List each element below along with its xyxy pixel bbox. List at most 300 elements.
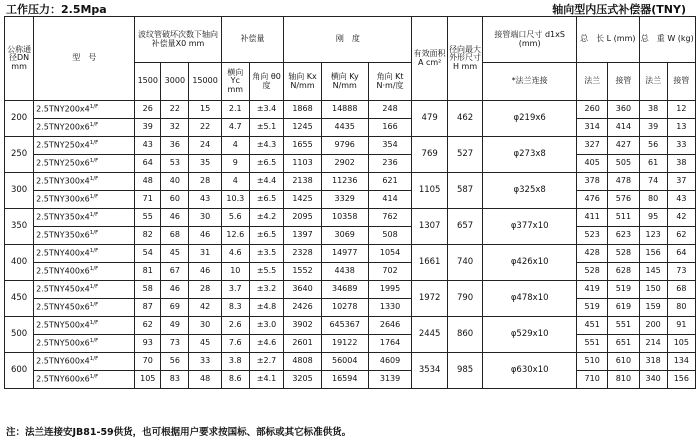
model-fraction: 1/F — [89, 175, 99, 182]
model-fraction: 1/F — [89, 265, 99, 272]
model-fraction: 1/F — [89, 103, 99, 110]
cell-model — [34, 371, 135, 389]
cell-angular: ±4.4 — [249, 173, 283, 191]
cell-model — [34, 119, 135, 137]
model-code: 2.5TNY350x6 — [36, 230, 90, 240]
model-code: 2.5TNY200x6 — [36, 122, 90, 132]
cell-angular: ±3.4 — [249, 101, 283, 119]
cell-comp-1500: 81 — [135, 263, 161, 281]
cell-comp-3000: 83 — [161, 371, 189, 389]
footnote: 注：法兰连接安JB81-59供货，也可根据用户要求按国标、部标或其它标准供货。 — [6, 427, 352, 438]
header-model: 型 号 — [34, 17, 135, 101]
cell-model — [34, 299, 135, 317]
header-kt: 角向 Kt N·m/度 — [368, 63, 412, 101]
cell-ky: 645367 — [321, 317, 368, 335]
cell-len-pipe: 628 — [608, 263, 639, 281]
table-row — [5, 281, 696, 299]
cell-lateral: 2.1 — [221, 101, 249, 119]
cell-area: 1661 — [412, 245, 447, 281]
cell-h: 740 — [447, 245, 482, 281]
cell-kt: 1330 — [368, 299, 412, 317]
cell-ky: 2902 — [321, 155, 368, 173]
cell-kx: 2601 — [284, 335, 322, 353]
cell-len-flange: 411 — [577, 209, 608, 227]
cell-lateral: 2.6 — [221, 317, 249, 335]
cell-kt: 414 — [368, 191, 412, 209]
table-title: 轴向型内压式补偿器(TNY) — [552, 3, 686, 16]
cell-comp-15000: 30 — [189, 317, 221, 335]
cell-len-pipe: 427 — [608, 137, 639, 155]
cell-wt-pipe: 80 — [667, 299, 695, 317]
cell-model — [34, 155, 135, 173]
table-row — [5, 263, 696, 281]
header-weight: 总 重 W (kg) — [639, 17, 695, 63]
model-fraction: 1/F — [89, 283, 99, 290]
cell-model — [34, 227, 135, 245]
cell-dn: 250 — [5, 137, 34, 173]
cell-h: 657 — [447, 209, 482, 245]
cell-lateral: 8.6 — [221, 371, 249, 389]
cell-h: 587 — [447, 173, 482, 209]
model-fraction: 1/F — [89, 247, 99, 254]
cell-kx: 2426 — [284, 299, 322, 317]
table-row — [5, 371, 696, 389]
cell-wt-pipe: 42 — [667, 209, 695, 227]
cell-len-pipe: 505 — [608, 155, 639, 173]
cell-comp-3000: 22 — [161, 101, 189, 119]
model-fraction: 1/F — [89, 337, 99, 344]
model-code: 2.5TNY450x6 — [36, 302, 90, 312]
cell-comp-3000: 40 — [161, 173, 189, 191]
cell-lateral: 4.7 — [221, 119, 249, 137]
header-angular: 角向 θ0 度 — [249, 63, 283, 101]
model-fraction: 1/F — [89, 229, 99, 236]
cell-kx: 1245 — [284, 119, 322, 137]
cell-wt-flange: 95 — [639, 209, 667, 227]
cell-model — [34, 191, 135, 209]
cell-angular: ±6.5 — [249, 227, 283, 245]
cell-wt-flange: 214 — [639, 335, 667, 353]
header-pipe: 接管端口尺寸 d1xS (mm) — [483, 17, 577, 63]
cell-comp-1500: 64 — [135, 155, 161, 173]
cell-comp-3000: 45 — [161, 245, 189, 263]
cell-comp-3000: 32 — [161, 119, 189, 137]
cell-comp-15000: 46 — [189, 227, 221, 245]
cell-area: 1972 — [412, 281, 447, 317]
cell-model — [34, 101, 135, 119]
cell-comp-1500: 39 — [135, 119, 161, 137]
cell-len-flange: 710 — [577, 371, 608, 389]
model-code: 2.5TNY200x4 — [36, 104, 90, 114]
model-code: 2.5TNY500x6 — [36, 338, 90, 348]
table-row — [5, 119, 696, 137]
header-dn: 公称通径DN mm — [5, 17, 34, 101]
cell-wt-flange: 145 — [639, 263, 667, 281]
cell-lateral: 5.6 — [221, 209, 249, 227]
cell-len-pipe: 478 — [608, 173, 639, 191]
cell-area: 1105 — [412, 173, 447, 209]
cell-wt-flange: 156 — [639, 245, 667, 263]
cell-len-flange: 260 — [577, 101, 608, 119]
cell-angular: ±3.5 — [249, 245, 283, 263]
cell-len-pipe: 519 — [608, 281, 639, 299]
cell-ky: 4435 — [321, 119, 368, 137]
cell-lateral: 3.7 — [221, 281, 249, 299]
cell-area: 2445 — [412, 317, 447, 353]
cell-len-flange: 519 — [577, 299, 608, 317]
cell-area: 769 — [412, 137, 447, 173]
table-row — [5, 137, 696, 155]
cell-dn: 350 — [5, 209, 34, 245]
cell-wt-flange: 56 — [639, 137, 667, 155]
cell-area: 1307 — [412, 209, 447, 245]
cell-len-pipe: 414 — [608, 119, 639, 137]
cell-comp-15000: 28 — [189, 281, 221, 299]
cell-len-pipe: 623 — [608, 227, 639, 245]
cell-len-flange: 314 — [577, 119, 608, 137]
cell-comp-15000: 28 — [189, 173, 221, 191]
cell-len-flange: 419 — [577, 281, 608, 299]
cell-model — [34, 209, 135, 227]
cell-comp-15000: 31 — [189, 245, 221, 263]
cell-angular: ±6.5 — [249, 191, 283, 209]
header-len-pipe: 接管 — [608, 63, 639, 101]
cell-kx: 1425 — [284, 191, 322, 209]
cell-comp-15000: 35 — [189, 155, 221, 173]
cell-model — [34, 137, 135, 155]
header-ky: 横向 Ky N/mm — [321, 63, 368, 101]
cell-wt-flange: 159 — [639, 299, 667, 317]
cell-model — [34, 245, 135, 263]
cell-wt-flange: 74 — [639, 173, 667, 191]
table-row — [5, 209, 696, 227]
table-row — [5, 317, 696, 335]
header-h: 径向最大外形尺寸 H mm — [447, 17, 482, 101]
cell-comp-1500: 87 — [135, 299, 161, 317]
cell-wt-pipe: 68 — [667, 281, 695, 299]
cell-pipe: φ219x6 — [483, 101, 577, 137]
cell-angular: ±3.2 — [249, 281, 283, 299]
cell-angular: ±4.1 — [249, 371, 283, 389]
cell-len-pipe: 551 — [608, 317, 639, 335]
cell-len-pipe: 610 — [608, 353, 639, 371]
cell-len-pipe: 619 — [608, 299, 639, 317]
cell-wt-flange: 39 — [639, 119, 667, 137]
model-code: 2.5TNY250x6 — [36, 158, 90, 168]
cell-model — [34, 281, 135, 299]
cell-len-flange: 327 — [577, 137, 608, 155]
cell-comp-15000: 45 — [189, 335, 221, 353]
cell-wt-flange: 200 — [639, 317, 667, 335]
cell-wt-pipe: 33 — [667, 137, 695, 155]
cell-kx: 1552 — [284, 263, 322, 281]
cell-angular: ±2.7 — [249, 353, 283, 371]
cell-comp-3000: 68 — [161, 227, 189, 245]
cell-len-flange: 476 — [577, 191, 608, 209]
cell-wt-flange: 318 — [639, 353, 667, 371]
spec-table — [4, 16, 696, 389]
cell-comp-15000: 46 — [189, 263, 221, 281]
cell-pipe: φ529x10 — [483, 317, 577, 353]
table-row — [5, 245, 696, 263]
cell-kx: 2095 — [284, 209, 322, 227]
cell-wt-pipe: 12 — [667, 101, 695, 119]
cell-wt-pipe: 64 — [667, 245, 695, 263]
cell-kx: 2328 — [284, 245, 322, 263]
cell-comp-3000: 49 — [161, 317, 189, 335]
cell-wt-pipe: 105 — [667, 335, 695, 353]
cell-area: 3534 — [412, 353, 447, 389]
model-fraction: 1/F — [89, 373, 99, 380]
cell-len-flange: 428 — [577, 245, 608, 263]
cell-wt-pipe: 43 — [667, 191, 695, 209]
cell-comp-1500: 26 — [135, 101, 161, 119]
cell-lateral: 8.3 — [221, 299, 249, 317]
cell-kt: 236 — [368, 155, 412, 173]
cell-lateral: 9 — [221, 155, 249, 173]
cell-ky: 9796 — [321, 137, 368, 155]
cell-dn: 400 — [5, 245, 34, 281]
cell-kt: 1054 — [368, 245, 412, 263]
table-row — [5, 155, 696, 173]
cell-h: 527 — [447, 137, 482, 173]
cell-kt: 354 — [368, 137, 412, 155]
cell-kt: 621 — [368, 173, 412, 191]
cell-comp-15000: 15 — [189, 101, 221, 119]
cell-kx: 1103 — [284, 155, 322, 173]
cell-pipe: φ478x10 — [483, 281, 577, 317]
cell-ky: 16594 — [321, 371, 368, 389]
cell-comp-1500: 70 — [135, 353, 161, 371]
cell-comp-3000: 36 — [161, 137, 189, 155]
cell-comp-3000: 67 — [161, 263, 189, 281]
cell-len-flange: 528 — [577, 263, 608, 281]
cell-angular: ±5.1 — [249, 119, 283, 137]
cell-comp-15000: 30 — [189, 209, 221, 227]
header-wt-pipe: 接管 — [667, 63, 695, 101]
cell-angular: ±4.8 — [249, 299, 283, 317]
cell-angular: ±4.3 — [249, 137, 283, 155]
cell-model — [34, 317, 135, 335]
cell-wt-pipe: 156 — [667, 371, 695, 389]
cell-len-flange: 523 — [577, 227, 608, 245]
cell-kt: 248 — [368, 101, 412, 119]
cell-len-flange: 451 — [577, 317, 608, 335]
model-code: 2.5TNY400x4 — [36, 248, 90, 258]
cell-kx: 1868 — [284, 101, 322, 119]
table-row — [5, 335, 696, 353]
cell-comp-15000: 22 — [189, 119, 221, 137]
cell-angular: ±5.5 — [249, 263, 283, 281]
cell-angular: ±4.2 — [249, 209, 283, 227]
cell-kt: 1764 — [368, 335, 412, 353]
cell-comp-1500: 54 — [135, 245, 161, 263]
cell-kt: 762 — [368, 209, 412, 227]
cell-lateral: 4 — [221, 173, 249, 191]
cell-kx: 3205 — [284, 371, 322, 389]
cell-comp-3000: 60 — [161, 191, 189, 209]
model-code: 2.5TNY350x4 — [36, 212, 90, 222]
cell-model — [34, 173, 135, 191]
cell-lateral: 3.8 — [221, 353, 249, 371]
model-fraction: 1/F — [89, 139, 99, 146]
model-fraction: 1/F — [89, 319, 99, 326]
cell-comp-3000: 69 — [161, 299, 189, 317]
table-row — [5, 101, 696, 119]
model-code: 2.5TNY400x6 — [36, 266, 90, 276]
table-row — [5, 353, 696, 371]
table-row — [5, 227, 696, 245]
cell-kt: 2646 — [368, 317, 412, 335]
header-comp2: 补偿量 — [221, 17, 284, 63]
cell-len-pipe: 511 — [608, 209, 639, 227]
cell-pipe: φ273x8 — [483, 137, 577, 173]
cell-kx: 4808 — [284, 353, 322, 371]
cell-wt-pipe: 62 — [667, 227, 695, 245]
cell-dn: 450 — [5, 281, 34, 317]
cell-len-flange: 378 — [577, 173, 608, 191]
cell-comp-1500: 71 — [135, 191, 161, 209]
cell-h: 860 — [447, 317, 482, 353]
table-row — [5, 191, 696, 209]
cell-comp-1500: 43 — [135, 137, 161, 155]
cell-len-flange: 510 — [577, 353, 608, 371]
cell-len-pipe: 528 — [608, 245, 639, 263]
cell-kt: 508 — [368, 227, 412, 245]
cell-wt-flange: 61 — [639, 155, 667, 173]
cell-comp-3000: 73 — [161, 335, 189, 353]
cell-comp-1500: 48 — [135, 173, 161, 191]
cell-lateral: 10.3 — [221, 191, 249, 209]
cell-wt-flange: 340 — [639, 371, 667, 389]
cell-comp-15000: 42 — [189, 299, 221, 317]
cell-model — [34, 353, 135, 371]
cell-ky: 4438 — [321, 263, 368, 281]
header-cycles-15000: 15000 — [189, 63, 221, 101]
table-row — [5, 173, 696, 191]
cell-pipe: φ377x10 — [483, 209, 577, 245]
cell-comp-15000: 33 — [189, 353, 221, 371]
model-code: 2.5TNY600x6 — [36, 374, 90, 384]
model-code: 2.5TNY300x4 — [36, 176, 90, 186]
working-pressure: 工作压力：2.5Mpa — [6, 3, 107, 16]
cell-comp-1500: 58 — [135, 281, 161, 299]
cell-kx: 3640 — [284, 281, 322, 299]
model-fraction: 1/F — [89, 211, 99, 218]
cell-kx: 3902 — [284, 317, 322, 335]
cell-comp-15000: 24 — [189, 137, 221, 155]
header-pipe-sub: *法兰连接 — [483, 63, 577, 101]
model-code: 2.5TNY450x4 — [36, 284, 90, 294]
cell-len-pipe: 360 — [608, 101, 639, 119]
model-fraction: 1/F — [89, 193, 99, 200]
cell-wt-pipe: 91 — [667, 317, 695, 335]
cell-dn: 500 — [5, 317, 34, 353]
cell-ky: 3329 — [321, 191, 368, 209]
cell-lateral: 12.6 — [221, 227, 249, 245]
cell-pipe: φ426x10 — [483, 245, 577, 281]
cell-comp-1500: 55 — [135, 209, 161, 227]
header-cycles-1500: 1500 — [135, 63, 161, 101]
cell-ky: 19122 — [321, 335, 368, 353]
cell-ky: 14888 — [321, 101, 368, 119]
cell-comp-15000: 48 — [189, 371, 221, 389]
header-comp-group: 波纹管破坏次数下轴向补偿量X0 mm — [135, 17, 221, 63]
cell-model — [34, 335, 135, 353]
cell-kt: 1995 — [368, 281, 412, 299]
cell-lateral: 4 — [221, 137, 249, 155]
cell-comp-1500: 82 — [135, 227, 161, 245]
cell-dn: 300 — [5, 173, 34, 209]
cell-ky: 56004 — [321, 353, 368, 371]
model-code: 2.5TNY600x4 — [36, 356, 90, 366]
cell-wt-flange: 150 — [639, 281, 667, 299]
cell-kt: 4609 — [368, 353, 412, 371]
cell-kt: 166 — [368, 119, 412, 137]
cell-ky: 11236 — [321, 173, 368, 191]
header-kx: 轴向 Kx N/mm — [284, 63, 322, 101]
cell-wt-pipe: 73 — [667, 263, 695, 281]
cell-comp-15000: 43 — [189, 191, 221, 209]
cell-len-pipe: 810 — [608, 371, 639, 389]
cell-h: 462 — [447, 101, 482, 137]
header-area: 有效面积 A cm² — [412, 17, 447, 101]
cell-wt-pipe: 38 — [667, 155, 695, 173]
cell-wt-pipe: 134 — [667, 353, 695, 371]
cell-comp-3000: 46 — [161, 281, 189, 299]
model-fraction: 1/F — [89, 121, 99, 128]
cell-len-pipe: 651 — [608, 335, 639, 353]
cell-pipe: φ325x8 — [483, 173, 577, 209]
model-code: 2.5TNY300x6 — [36, 194, 90, 204]
cell-kt: 3139 — [368, 371, 412, 389]
cell-h: 790 — [447, 281, 482, 317]
cell-angular: ±6.5 — [249, 155, 283, 173]
header-wt-flange: 法兰 — [639, 63, 667, 101]
cell-comp-3000: 56 — [161, 353, 189, 371]
model-code: 2.5TNY250x4 — [36, 140, 90, 150]
cell-comp-1500: 105 — [135, 371, 161, 389]
model-fraction: 1/F — [89, 157, 99, 164]
cell-wt-pipe: 37 — [667, 173, 695, 191]
header-len-flange: 法兰 — [577, 63, 608, 101]
cell-comp-1500: 93 — [135, 335, 161, 353]
cell-lateral: 10 — [221, 263, 249, 281]
cell-kx: 1397 — [284, 227, 322, 245]
model-fraction: 1/F — [89, 355, 99, 362]
cell-wt-pipe: 13 — [667, 119, 695, 137]
cell-wt-flange: 80 — [639, 191, 667, 209]
header-lateral: 横向 Yc mm — [221, 63, 249, 101]
cell-dn: 200 — [5, 101, 34, 137]
cell-len-flange: 551 — [577, 335, 608, 353]
cell-comp-3000: 46 — [161, 209, 189, 227]
header-length: 总 长 L (mm) — [577, 17, 640, 63]
cell-kt: 702 — [368, 263, 412, 281]
header-stiffness: 刚 度 — [284, 17, 412, 63]
cell-area: 479 — [412, 101, 447, 137]
cell-model — [34, 263, 135, 281]
cell-pipe: φ630x10 — [483, 353, 577, 389]
cell-ky: 34689 — [321, 281, 368, 299]
cell-ky: 10278 — [321, 299, 368, 317]
cell-angular: ±3.0 — [249, 317, 283, 335]
cell-kx: 1655 — [284, 137, 322, 155]
header-cycles-3000: 3000 — [161, 63, 189, 101]
cell-dn: 600 — [5, 353, 34, 389]
cell-comp-1500: 62 — [135, 317, 161, 335]
cell-ky: 14977 — [321, 245, 368, 263]
